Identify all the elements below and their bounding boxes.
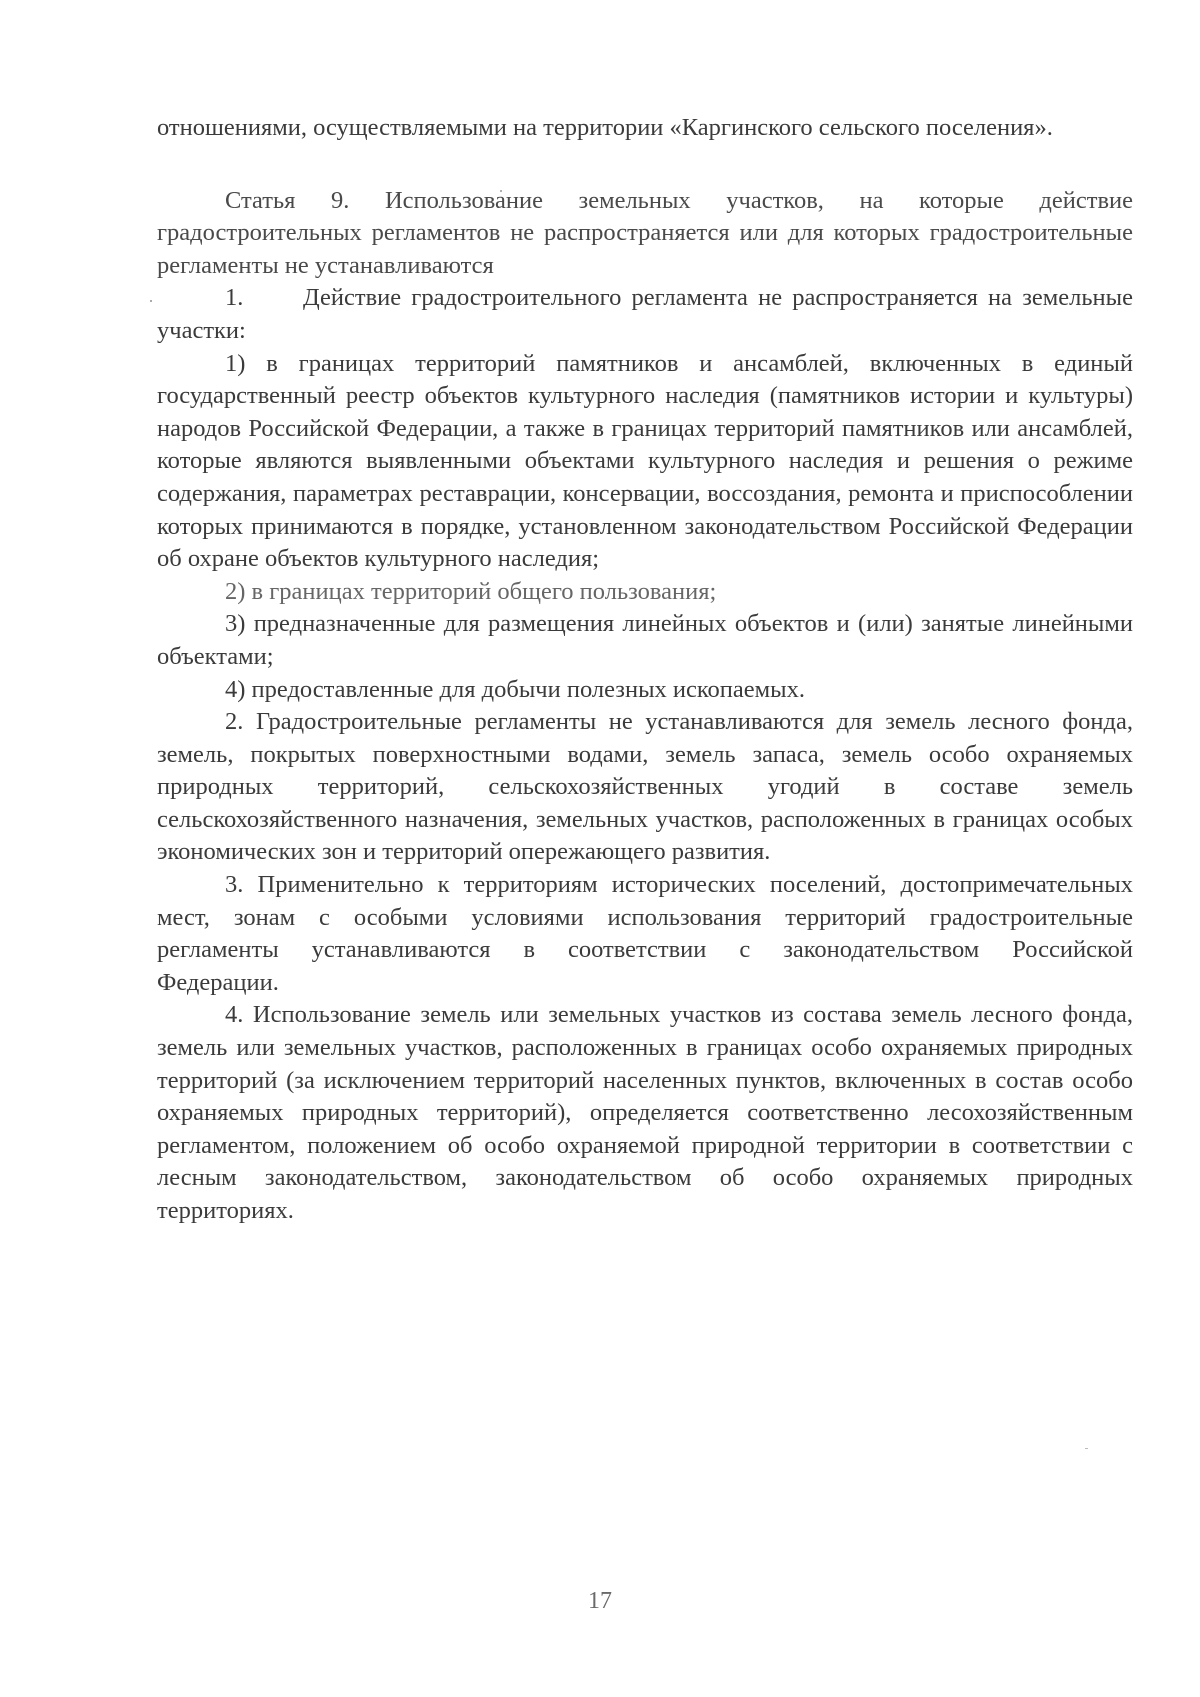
document-body [157, 112, 1133, 1228]
clause-1-number: 1. [225, 284, 244, 312]
clause-1-item-3: 3) предназначенные для размещения линейных объектов и (или) занятые линейными объектами; [157, 610, 1133, 670]
clause-1-item-2: 2) в границах территорий общего пользования; [225, 577, 717, 605]
scan-speck [150, 300, 152, 302]
clause-1-item-1: 1) в границах территорий памятников и ансамблей, включенных в единый государственный реестр объектов культурного наследия (памятников истории и культуры) народов Российской Федерации, а также в границах территорий памятников или ансамблей, которые являются выявленными объектами культурного наследия и решения о режиме содержания, параметрах реставрации, консервации, воссоздания, ремонта и приспособлении которых принимаются в порядке, установленном законодательством Российской Федерации об охране объектов культурного наследия; [157, 349, 1133, 573]
continuation-paragraph: отношениями, осуществляемыми на территории «Каргинского сельского поселения». [157, 114, 1053, 141]
page-number: 17 [588, 1588, 612, 1614]
clause-4: 4. Использование земель или земельных участков из состава земель лесного фонда, земель или земельных участков, расположенных в границах особо охраняемых природных территорий (за исключением территорий населенных пунктов, включенных в состав особо охраняемых природных территорий), определяется соответственно лесохозяйственным регламентом, положением об особо охраняемой природной территории в соответствии с лесным законодательством, законодательством об особо охраняемых природных территориях. [157, 1001, 1133, 1224]
clause-2: 2. Градостроительные регламенты не устанавливаются для земель лесного фонда, земель, покрытых поверхностными водами, земель запаса, земель особо охраняемых природных территорий, сельскохозяйственных угодий в составе земель сельскохозяйственного назначения, земельных участков, расположенных в границах особых экономических зон и территорий опережающего развития. [157, 708, 1133, 866]
clause-3: 3. Применительно к территориям исторических поселений, достопримечательных мест, зонам с особыми условиями использования территорий градостроительные регламенты устанавливаются в соответствии с законодательством Российской Федерации. [157, 871, 1133, 996]
article-heading: Статья 9. Использование земельных участков, на которые действие градостроительных регламентов не распространяется или для которых градостроительные регламенты не устанавливаются [157, 186, 1133, 279]
clause-1 [157, 282, 1133, 347]
clause-1-text: Действие градостроительного регламента не распространяется на земельные участки: [157, 284, 1133, 344]
scan-speck [1085, 1448, 1088, 1449]
clause-1-item-4: 4) предоставленные для добычи полезных ископаемых. [225, 675, 805, 703]
